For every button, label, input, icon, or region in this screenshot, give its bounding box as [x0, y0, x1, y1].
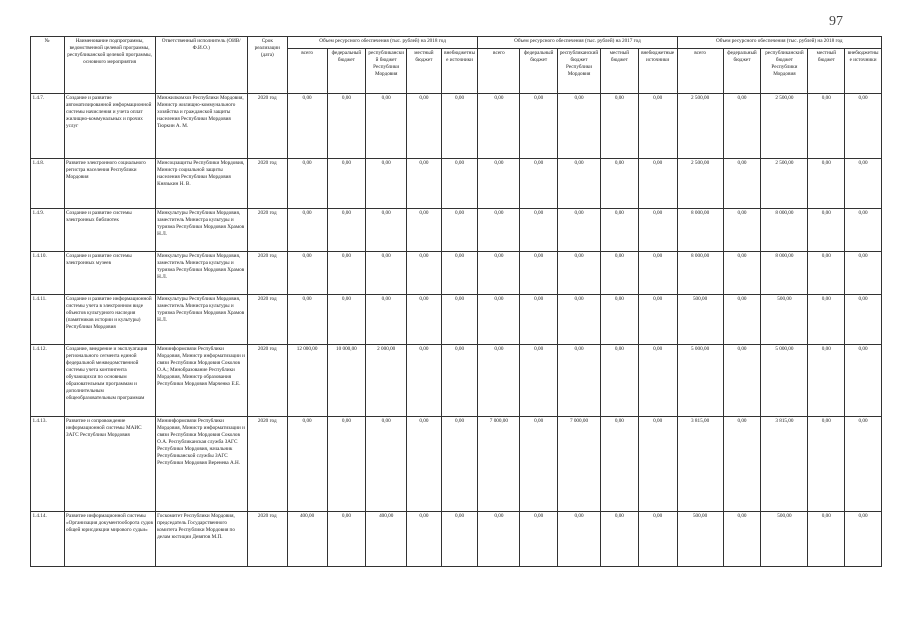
cell-v2017-extrabudget: 0,00	[638, 512, 677, 567]
header-responsible: Ответственный исполнитель (ОИВ/Ф.И.О.)	[155, 37, 247, 94]
cell-v2016-total: 500,00	[677, 512, 723, 567]
cell-v2018-local: 0,00	[407, 512, 442, 567]
row-code: 1.4.12.	[31, 345, 65, 417]
row-deadline: 2020 год	[247, 209, 287, 252]
cell-v2016-federal: 0,00	[723, 345, 761, 417]
cell-v2017-federal: 0,00	[520, 159, 558, 209]
cell-v2017-local: 0,00	[601, 252, 639, 295]
cell-v2017-republican: 0,00	[558, 252, 601, 295]
row-deadline: 2020 год	[247, 94, 287, 159]
row-responsible: Минкультуры Республики Мордовия, заместитель Министра культуры и туризма Республики Мордовия Храмов Н.Л.	[155, 209, 247, 252]
cell-v2016-extrabudget: 0,00	[845, 295, 882, 345]
subheader-local: местный бюджет	[407, 49, 442, 94]
row-responsible: Минсоцзащиты Республики Мордовия, Министр социальной защиты населения Республики Мордовия Князькин Н. В.	[155, 159, 247, 209]
table-row	[31, 345, 882, 417]
row-responsible: Мининформсвязи Республики Мордовия, Министр информатизации и связи Республики Мордовия Соколов О.А.; Минобразование Республики Мордовия, Министр образования Республики Мордовия Марченко Е.Е.	[155, 345, 247, 417]
cell-v2017-republican: 0,00	[558, 94, 601, 159]
cell-v2017-republican: 0,00	[558, 345, 601, 417]
row-code: 1.4.7.	[31, 94, 65, 159]
cell-v2017-total: 0,00	[478, 94, 520, 159]
row-responsible: Минжилкомхоз Республики Мордовия, Министр жилищно-коммунального хозяйства и гражданской защиты населения Республики Мордовия Тюркин А. М.	[155, 94, 247, 159]
cell-v2016-federal: 0,00	[723, 417, 761, 512]
table-row	[31, 295, 882, 345]
cell-v2018-republican: 0,00	[366, 295, 407, 345]
subheader-republican: республиканский бюджет Республики Мордовия	[761, 49, 808, 94]
cell-v2016-total: 5 000,00	[677, 345, 723, 417]
cell-v2017-republican: 0,00	[558, 295, 601, 345]
table-row	[31, 417, 882, 512]
header-deadline: Срок реализации (дата)	[247, 37, 287, 94]
cell-v2018-local: 0,00	[407, 345, 442, 417]
row-program-name: Развитие и сопровождение информационной системы МАИС ЗАГС Республики Мордовия	[64, 417, 155, 512]
cell-v2017-total: 0,00	[478, 295, 520, 345]
cell-v2017-extrabudget: 0,00	[638, 252, 677, 295]
cell-v2017-republican: 0,00	[558, 209, 601, 252]
row-code: 1.4.9.	[31, 209, 65, 252]
resource-allocation-table	[30, 36, 882, 567]
cell-v2016-republican: 5 000,00	[761, 345, 808, 417]
cell-v2016-local: 0,00	[808, 345, 845, 417]
subheader-extrabudget: внебюджетные источники	[638, 49, 677, 94]
cell-v2016-total: 2 500,00	[677, 159, 723, 209]
cell-v2016-republican: 500,00	[761, 512, 808, 567]
cell-v2017-total: 0,00	[478, 512, 520, 567]
cell-v2018-total: 0,00	[287, 252, 327, 295]
cell-v2018-extrabudget: 0,00	[441, 295, 478, 345]
table-row	[31, 209, 882, 252]
cell-v2017-total: 0,00	[478, 159, 520, 209]
row-code: 1.4.8.	[31, 159, 65, 209]
cell-v2018-federal: 0,00	[327, 417, 366, 512]
cell-v2018-republican: 0,00	[366, 252, 407, 295]
row-deadline: 2020 год	[247, 159, 287, 209]
subheader-federal: федеральный бюджет	[520, 49, 558, 94]
cell-v2018-federal: 0,00	[327, 252, 366, 295]
row-responsible: Минкультуры Республики Мордовия, заместитель Министра культуры и туризма Республики Мордовия Храмов Н.Л.	[155, 252, 247, 295]
row-deadline: 2020 год	[247, 417, 287, 512]
cell-v2018-local: 0,00	[407, 252, 442, 295]
cell-v2018-local: 0,00	[407, 94, 442, 159]
cell-v2017-extrabudget: 0,00	[638, 159, 677, 209]
cell-v2016-local: 0,00	[808, 94, 845, 159]
cell-v2017-republican: 0,00	[558, 512, 601, 567]
cell-v2018-federal: 0,00	[327, 94, 366, 159]
cell-v2018-federal: 0,00	[327, 512, 366, 567]
cell-v2017-local: 0,00	[601, 345, 639, 417]
cell-v2016-republican: 8 000,00	[761, 209, 808, 252]
row-program-name: Создание и развитие системы электронных музеев	[64, 252, 155, 295]
cell-v2017-federal: 0,00	[520, 252, 558, 295]
cell-v2018-total: 12 000,00	[287, 345, 327, 417]
subheader-republican: республиканский бюджет Республики Мордовия	[558, 49, 601, 94]
cell-v2017-republican: 0,00	[558, 159, 601, 209]
cell-v2017-extrabudget: 0,00	[638, 417, 677, 512]
cell-v2018-extrabudget: 0,00	[441, 345, 478, 417]
cell-v2018-extrabudget: 0,00	[441, 94, 478, 159]
subheader-total: всего	[287, 49, 327, 94]
cell-v2016-local: 0,00	[808, 159, 845, 209]
cell-v2016-extrabudget: 0,00	[845, 417, 882, 512]
subheader-extrabudget: внебюджетные источники	[845, 49, 882, 94]
cell-v2018-federal: 0,00	[327, 295, 366, 345]
row-code: 1.4.13.	[31, 417, 65, 512]
cell-v2017-federal: 0,00	[520, 209, 558, 252]
cell-v2018-extrabudget: 0,00	[441, 209, 478, 252]
row-responsible: Мининформсвязи Республики Мордовия, Министр информатизации и связи Республики Мордовия Соколов О.А. Республиканская служба ЗАГС Республики Мордовия, начальник Республиканской службы ЗАГС Республики Мордовия Веренева А.Н.	[155, 417, 247, 512]
cell-v2017-extrabudget: 0,00	[638, 94, 677, 159]
cell-v2016-extrabudget: 0,00	[845, 512, 882, 567]
row-program-name: Создание и развитие системы электронных библиотек	[64, 209, 155, 252]
row-program-name: Создание и развитие информационной системы учета в электронном виде объектов культурного наследия (памятников истории и культуры) Республики Мордовия	[64, 295, 155, 345]
row-program-name: Создание и развитие автоматизированной информационной системы начисления и учета оплат жилищно-коммунальных и прочих услуг	[64, 94, 155, 159]
cell-v2016-total: 500,00	[677, 295, 723, 345]
cell-v2017-federal: 0,00	[520, 295, 558, 345]
cell-v2017-extrabudget: 0,00	[638, 295, 677, 345]
cell-v2018-local: 0,00	[407, 159, 442, 209]
cell-v2016-local: 0,00	[808, 209, 845, 252]
cell-v2017-total: 0,00	[478, 345, 520, 417]
row-program-name: Развитие электронного социального регистра населения Республики Мордовия	[64, 159, 155, 209]
cell-v2016-republican: 2 500,00	[761, 159, 808, 209]
cell-v2016-extrabudget: 0,00	[845, 159, 882, 209]
cell-v2018-total: 0,00	[287, 94, 327, 159]
cell-v2018-republican: 0,00	[366, 94, 407, 159]
cell-v2017-total: 7 000,00	[478, 417, 520, 512]
cell-v2018-total: 400,00	[287, 512, 327, 567]
cell-v2016-federal: 0,00	[723, 159, 761, 209]
cell-v2018-extrabudget: 0,00	[441, 512, 478, 567]
subheader-extrabudget: внебюджетные источники	[441, 49, 478, 94]
cell-v2017-federal: 0,00	[520, 345, 558, 417]
cell-v2018-federal: 0,00	[327, 209, 366, 252]
cell-v2016-federal: 0,00	[723, 94, 761, 159]
cell-v2017-federal: 0,00	[520, 417, 558, 512]
row-deadline: 2020 год	[247, 252, 287, 295]
cell-v2016-total: 8 000,00	[677, 252, 723, 295]
cell-v2018-extrabudget: 0,00	[441, 159, 478, 209]
table-body	[31, 94, 882, 567]
cell-v2017-local: 0,00	[601, 159, 639, 209]
subheader-total: всего	[478, 49, 520, 94]
cell-v2018-local: 0,00	[407, 209, 442, 252]
table-row	[31, 512, 882, 567]
cell-v2018-federal: 10 000,00	[327, 345, 366, 417]
row-responsible: Госкомитет Республики Мордовия, председатель Государственного комитета Республики Мордовия по делам юстиции Девятов М.П.	[155, 512, 247, 567]
cell-v2016-extrabudget: 0,00	[845, 94, 882, 159]
row-code: 1.4.11.	[31, 295, 65, 345]
cell-v2017-federal: 0,00	[520, 94, 558, 159]
cell-v2017-republican: 7 000,00	[558, 417, 601, 512]
cell-v2018-total: 0,00	[287, 209, 327, 252]
row-program-name: Создание, внедрение и эксплуатация регионального сегмента единой федеральной межведомственной системы учета контингента обучающихся по основным образовательным программам и дополнительным общеобразовательным программам	[64, 345, 155, 417]
cell-v2017-local: 0,00	[601, 295, 639, 345]
cell-v2017-total: 0,00	[478, 209, 520, 252]
cell-v2016-local: 0,00	[808, 295, 845, 345]
row-code: 1.4.10.	[31, 252, 65, 295]
cell-v2017-extrabudget: 0,00	[638, 345, 677, 417]
cell-v2016-extrabudget: 0,00	[845, 209, 882, 252]
cell-v2018-federal: 0,00	[327, 159, 366, 209]
cell-v2017-local: 0,00	[601, 209, 639, 252]
header-group-2018: Объем ресурсного обеспечения (тыс. рублей) на 2018 год	[287, 37, 478, 49]
cell-v2016-extrabudget: 0,00	[845, 345, 882, 417]
cell-v2016-federal: 0,00	[723, 512, 761, 567]
cell-v2017-total: 0,00	[478, 252, 520, 295]
header-group-2016: Объем ресурсного обеспечения (тыс. рублей) на 2018 год	[677, 37, 881, 49]
cell-v2018-total: 0,00	[287, 295, 327, 345]
table-row	[31, 252, 882, 295]
row-responsible: Минкультуры Республики Мордовия, заместитель Министра культуры и туризма Республики Мордовия Храмов Н.Л.	[155, 295, 247, 345]
cell-v2016-republican: 3 815,00	[761, 417, 808, 512]
cell-v2016-extrabudget: 0,00	[845, 252, 882, 295]
row-deadline: 2020 год	[247, 295, 287, 345]
cell-v2017-federal: 0,00	[520, 512, 558, 567]
cell-v2018-total: 0,00	[287, 159, 327, 209]
cell-v2018-republican: 0,00	[366, 417, 407, 512]
cell-v2017-local: 0,00	[601, 417, 639, 512]
cell-v2018-local: 0,00	[407, 417, 442, 512]
cell-v2016-local: 0,00	[808, 512, 845, 567]
table-row	[31, 159, 882, 209]
cell-v2018-republican: 2 000,00	[366, 345, 407, 417]
row-code: 1.4.14.	[31, 512, 65, 567]
row-deadline: 2020 год	[247, 345, 287, 417]
cell-v2018-republican: 0,00	[366, 209, 407, 252]
cell-v2016-local: 0,00	[808, 252, 845, 295]
subheader-local: местный бюджет	[601, 49, 639, 94]
page-number: 97	[829, 14, 843, 29]
cell-v2018-republican: 0,00	[366, 159, 407, 209]
row-deadline: 2020 год	[247, 512, 287, 567]
header-number: №	[31, 37, 65, 94]
cell-v2018-extrabudget: 0,00	[441, 417, 478, 512]
cell-v2016-republican: 2 500,00	[761, 94, 808, 159]
cell-v2018-local: 0,00	[407, 295, 442, 345]
cell-v2017-extrabudget: 0,00	[638, 209, 677, 252]
cell-v2016-total: 2 500,00	[677, 94, 723, 159]
cell-v2018-extrabudget: 0,00	[441, 252, 478, 295]
cell-v2017-local: 0,00	[601, 94, 639, 159]
cell-v2018-total: 0,00	[287, 417, 327, 512]
subheader-local: местный бюджет	[808, 49, 845, 94]
cell-v2016-republican: 500,00	[761, 295, 808, 345]
cell-v2018-republican: 400,00	[366, 512, 407, 567]
cell-v2016-local: 0,00	[808, 417, 845, 512]
cell-v2016-republican: 8 000,00	[761, 252, 808, 295]
cell-v2016-federal: 0,00	[723, 209, 761, 252]
subheader-total: всего	[677, 49, 723, 94]
subheader-federal: федеральный бюджет	[723, 49, 761, 94]
cell-v2017-local: 0,00	[601, 512, 639, 567]
cell-v2016-total: 3 815,00	[677, 417, 723, 512]
header-group-2017: Объем ресурсного обеспечения (тыс. рублей) на 2017 год	[478, 37, 677, 49]
cell-v2016-federal: 0,00	[723, 252, 761, 295]
cell-v2016-federal: 0,00	[723, 295, 761, 345]
header-program-name: Наименование подпрограммы, ведомственной целевой программы, республиканской целевой программы, основного мероприятия	[64, 37, 155, 94]
cell-v2016-total: 8 000,00	[677, 209, 723, 252]
row-program-name: Развитие информационной системы «Организация документооборота судов общей юрисдикции мирового судьи»	[64, 512, 155, 567]
subheader-federal: федеральный бюджет	[327, 49, 366, 94]
table-row	[31, 94, 882, 159]
subheader-republican: республиканский бюджет Республики Мордовия	[366, 49, 407, 94]
